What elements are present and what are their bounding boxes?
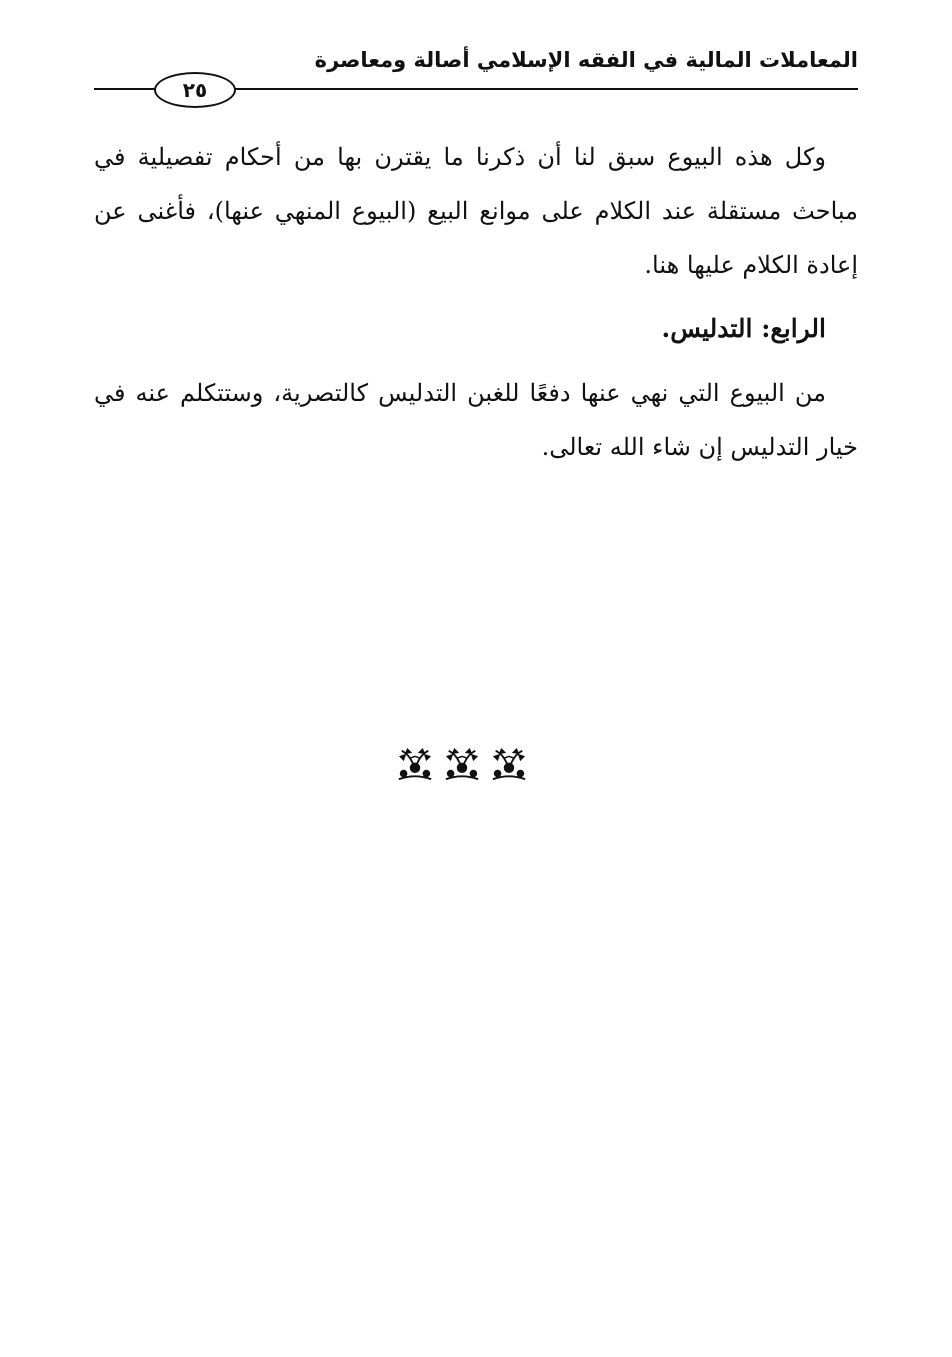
book-title: المعاملات المالية في الفقه الإسلامي أصالة ومعاصرة [314,48,858,72]
floral-ornament-icon [396,745,434,783]
body-paragraph-1: وكل هذه البيوع سبق لنا أن ذكرنا ما يقترن بها من أحكام تفصيلية في مباحث مستقلة عند الكلام على موانع البيع (البيوع المنهي عنها)، فأغنى عن إعادة الكلام عليها هنا. [94,143,858,279]
running-header [94,42,858,102]
floral-ornament-icon [443,745,481,783]
page-body [94,130,858,482]
body-paragraph-2: من البيوع التي نهي عنها دفعًا للغبن التدليس كالتصرية، وستتكلم عنه في خيار التدليس إن شاء الله تعالى. [94,379,858,461]
section-heading: الرابع: التدليس. [661,314,826,343]
section-end-ornament [396,744,528,784]
page-number: ٢٥ [154,72,236,108]
floral-ornament-icon [490,745,528,783]
